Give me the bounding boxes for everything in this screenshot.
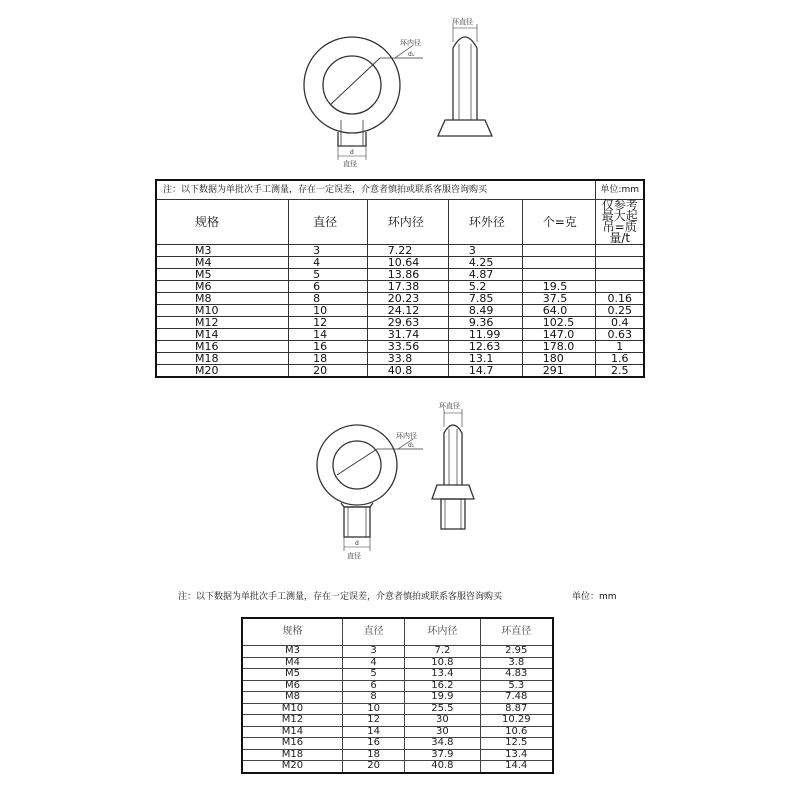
- ring-diameter-label: 环直径: [452, 18, 473, 26]
- table2-cell: 4: [342, 657, 404, 669]
- spec-table-2: [241, 617, 554, 774]
- spec-table-1: [155, 179, 645, 378]
- table1-note-row: [156, 180, 644, 200]
- table1-cell: 4.87: [448, 269, 522, 281]
- table2-cell: M20: [242, 761, 342, 773]
- table1-cell: M5: [156, 269, 289, 281]
- table1-cell: M18: [156, 353, 289, 365]
- table1-cell: M6: [156, 281, 289, 293]
- table1-cell: 178.0: [522, 341, 596, 353]
- table1-row: [156, 329, 644, 341]
- table1-cell: 147.0: [522, 329, 596, 341]
- table1-cell: 13.1: [448, 353, 522, 365]
- table2-cell: 25.5: [405, 703, 480, 715]
- table2-cell: 13.4: [480, 749, 553, 761]
- table2-cell: 4.83: [480, 669, 553, 681]
- table2-cell: 12: [342, 715, 404, 727]
- table1-cell: 1: [596, 341, 644, 353]
- table1-cell: 7.85: [448, 293, 522, 305]
- table1-row: [156, 341, 644, 353]
- table2-header: 环内径: [405, 618, 480, 646]
- table1-cell: 0.4: [596, 317, 644, 329]
- table2-header: 直径: [342, 618, 404, 646]
- table1-cell: 33.8: [367, 353, 448, 365]
- table1-cell: 6: [289, 281, 368, 293]
- table1-cell: 12.63: [448, 341, 522, 353]
- table1-note: 注：以下数据为单批次手工测量，存在一定误差，介意者慎拍或联系客服咨询购买: [156, 180, 596, 200]
- table2-row: [242, 657, 553, 669]
- table2-cell: M12: [242, 715, 342, 727]
- diameter-label: 直径: [343, 160, 357, 168]
- table2-cell: 2.95: [480, 646, 553, 658]
- diameter-label: 直径: [347, 552, 361, 560]
- table2-row: [242, 715, 553, 727]
- table2-cell: 10.6: [480, 726, 553, 738]
- table1-cell: 5.2: [448, 281, 522, 293]
- table2-unit: 单位：mm: [572, 592, 617, 602]
- table2-body: [242, 646, 553, 773]
- table2-cell: 13.4: [405, 669, 480, 681]
- table1-cell: M10: [156, 305, 289, 317]
- table1-cell: [596, 269, 644, 281]
- table1-body: [156, 245, 644, 378]
- ring-inner-label: 环内径: [396, 432, 417, 440]
- table1-row: [156, 257, 644, 269]
- table2-cell: 6: [342, 680, 404, 692]
- table1-cell: 64.0: [522, 305, 596, 317]
- table2-cell: 3.8: [480, 657, 553, 669]
- eyebolt-drawing-bottom: [0, 395, 800, 570]
- table2-cell: 7.48: [480, 692, 553, 704]
- table1-cell: 9.36: [448, 317, 522, 329]
- table2-cell: 37.9: [405, 749, 480, 761]
- table1-unit: 单位:mm: [596, 180, 644, 200]
- table2-row: [242, 761, 553, 773]
- table2-cell: 18: [342, 749, 404, 761]
- table2-header-row: [242, 618, 553, 646]
- table1-row: [156, 353, 644, 365]
- table2-row: [242, 692, 553, 704]
- table2-cell: 10.8: [405, 657, 480, 669]
- d1-symbol: d₁: [408, 442, 415, 449]
- table1-cell: 5: [289, 269, 368, 281]
- table2-header: 规格: [242, 618, 342, 646]
- table1-cell: 17.38: [367, 281, 448, 293]
- table2-row: [242, 669, 553, 681]
- table1-header: 仅参考最大起吊=质量/t: [596, 200, 644, 245]
- table2-row: [242, 738, 553, 750]
- eyebolt-drawing-top: [0, 0, 800, 175]
- table1-cell: 2.5: [596, 365, 644, 378]
- table1-row: [156, 269, 644, 281]
- table1-row: [156, 245, 644, 257]
- table1-cell: [522, 245, 596, 257]
- table1-cell: 102.5: [522, 317, 596, 329]
- table2-cell: 10: [342, 703, 404, 715]
- table1-header: 个=克: [522, 200, 596, 245]
- table2-cell: 7.2: [405, 646, 480, 658]
- table1-cell: 4: [289, 257, 368, 269]
- table1-cell: 180: [522, 353, 596, 365]
- table2-cell: M14: [242, 726, 342, 738]
- table1-cell: 0.63: [596, 329, 644, 341]
- table1-cell: [522, 269, 596, 281]
- table1-header: 规格: [156, 200, 289, 245]
- table1-cell: 12: [289, 317, 368, 329]
- table1-cell: 0.25: [596, 305, 644, 317]
- table1-cell: 14.7: [448, 365, 522, 378]
- table1-cell: 20: [289, 365, 368, 378]
- table1-cell: 20.23: [367, 293, 448, 305]
- table2-cell: 3: [342, 646, 404, 658]
- table2-cell: 10.29: [480, 715, 553, 727]
- table1-cell: 8: [289, 293, 368, 305]
- table1-row: [156, 305, 644, 317]
- table1-cell: M20: [156, 365, 289, 378]
- table1-header-row: [156, 200, 644, 245]
- table2-cell: 5: [342, 669, 404, 681]
- table2-cell: M8: [242, 692, 342, 704]
- d-symbol: d: [355, 540, 359, 547]
- table1-header: 环内径: [367, 200, 448, 245]
- table2-note: 注：以下数据为单批次手工测量，存在一定误差，介意者慎拍或联系客服咨询购买: [178, 592, 503, 602]
- d-symbol: d: [350, 149, 354, 156]
- table2-cell: M16: [242, 738, 342, 750]
- table1-cell: M12: [156, 317, 289, 329]
- table1-cell: M16: [156, 341, 289, 353]
- table2-cell: M4: [242, 657, 342, 669]
- table1-cell: 7.22: [367, 245, 448, 257]
- table2-cell: 8.87: [480, 703, 553, 715]
- table2-row: [242, 749, 553, 761]
- table2-row: [242, 726, 553, 738]
- table1-cell: [522, 257, 596, 269]
- table2-row: [242, 680, 553, 692]
- table2-row: [242, 703, 553, 715]
- table1-cell: [596, 245, 644, 257]
- table1-cell: M14: [156, 329, 289, 341]
- ring-diameter-label: 环直径: [439, 402, 460, 410]
- table2-cell: 5.3: [480, 680, 553, 692]
- table1-cell: 11.99: [448, 329, 522, 341]
- table1-row: [156, 293, 644, 305]
- table1-cell: 37.5: [522, 293, 596, 305]
- table1-cell: 24.12: [367, 305, 448, 317]
- table2-row: [242, 646, 553, 658]
- d1-symbol: d₁: [408, 51, 415, 58]
- table1-cell: M4: [156, 257, 289, 269]
- table2-cell: 20: [342, 761, 404, 773]
- table2-cell: 8: [342, 692, 404, 704]
- table1-cell: 33.56: [367, 341, 448, 353]
- table1-row: [156, 317, 644, 329]
- table1-cell: 8.49: [448, 305, 522, 317]
- table1-cell: 31.74: [367, 329, 448, 341]
- table1-cell: 10.64: [367, 257, 448, 269]
- table2-cell: M18: [242, 749, 342, 761]
- table2-cell: 16.2: [405, 680, 480, 692]
- table1-cell: 0.16: [596, 293, 644, 305]
- table1-cell: 19.5: [522, 281, 596, 293]
- table2-cell: 12.5: [480, 738, 553, 750]
- table2-header: 环直径: [480, 618, 553, 646]
- table1-cell: 4.25: [448, 257, 522, 269]
- table1-cell: 3: [289, 245, 368, 257]
- table1-row: [156, 365, 644, 378]
- table2-cell: 14: [342, 726, 404, 738]
- table1-cell: 16: [289, 341, 368, 353]
- table1-cell: M3: [156, 245, 289, 257]
- table1-cell: 3: [448, 245, 522, 257]
- table2-cell: M3: [242, 646, 342, 658]
- table1-cell: [596, 281, 644, 293]
- table1-header: 环外径: [448, 200, 522, 245]
- table2-cell: 30: [405, 715, 480, 727]
- table1-cell: 29.63: [367, 317, 448, 329]
- table2-cell: M10: [242, 703, 342, 715]
- table1-cell: 40.8: [367, 365, 448, 378]
- table2-cell: 30: [405, 726, 480, 738]
- table1-cell: 18: [289, 353, 368, 365]
- table2-cell: 34.8: [405, 738, 480, 750]
- table2-cell: 16: [342, 738, 404, 750]
- table2-cell: M6: [242, 680, 342, 692]
- table2-cell: M5: [242, 669, 342, 681]
- table1-row: [156, 281, 644, 293]
- table2-cell: 40.8: [405, 761, 480, 773]
- table2-cell: 14.4: [480, 761, 553, 773]
- table1-cell: 13.86: [367, 269, 448, 281]
- table1-cell: 10: [289, 305, 368, 317]
- table1-cell: [596, 257, 644, 269]
- table2-cell: 19.9: [405, 692, 480, 704]
- table1-cell: M8: [156, 293, 289, 305]
- table1-cell: 1.6: [596, 353, 644, 365]
- table1-cell: 14: [289, 329, 368, 341]
- ring-inner-label: 环内径: [400, 39, 421, 47]
- table1-header: 直径: [289, 200, 368, 245]
- table1-cell: 291: [522, 365, 596, 378]
